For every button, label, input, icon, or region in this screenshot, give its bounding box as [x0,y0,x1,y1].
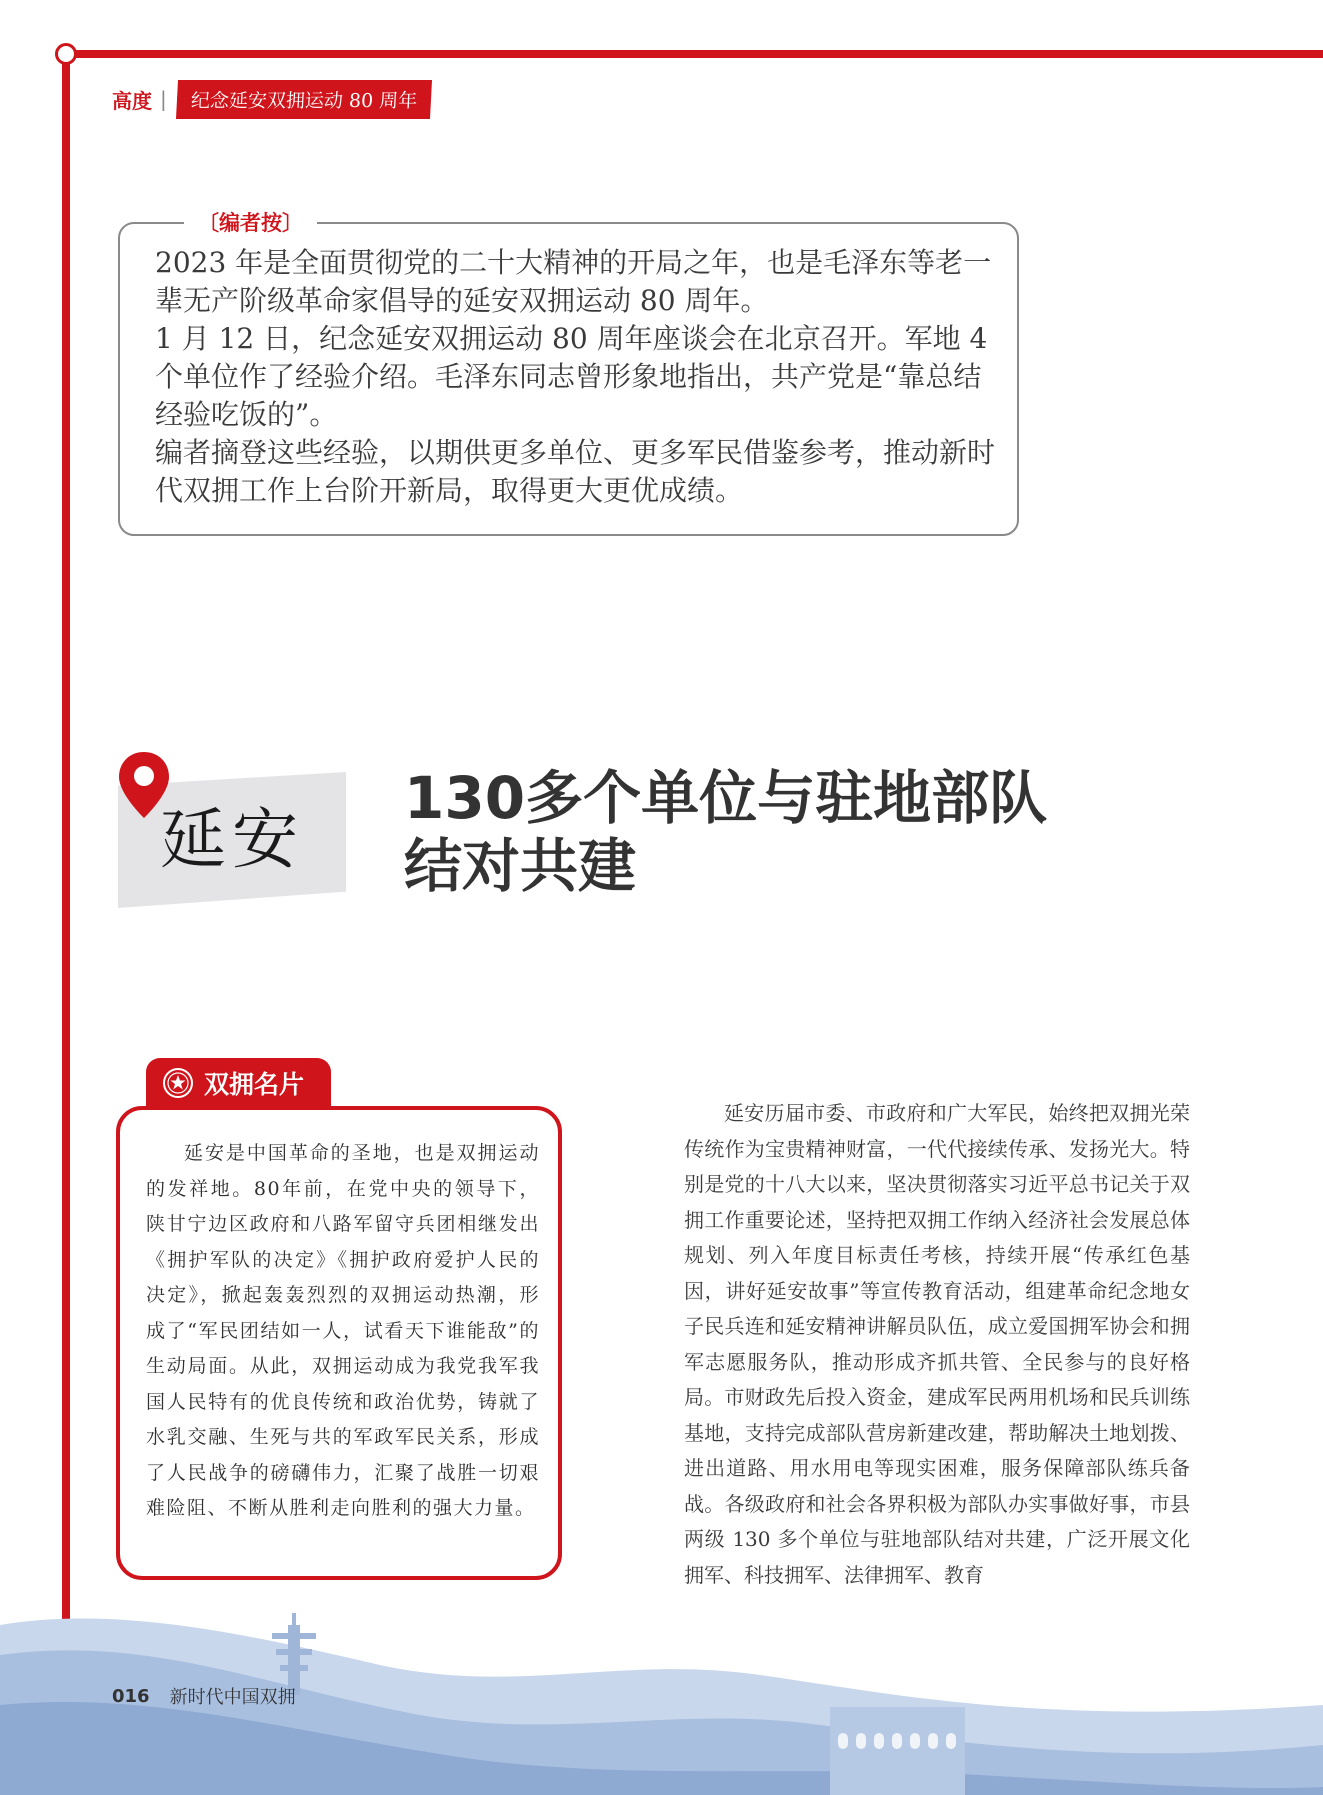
editor-note-label: 〔编者按〕 [184,207,317,237]
place-name: 延安 [160,801,304,878]
publication-name: 新时代中国双拥 [169,1687,296,1708]
section-label: 高度 [112,88,152,113]
article-headline [404,764,1047,900]
card-title: 双拥名片 [204,1070,305,1099]
page-number: 016 [112,1685,150,1707]
frame-corner-ornament [55,43,77,65]
headline-line-1: 130多个单位与驻地部队 [404,764,1048,832]
editor-note-paragraph: 2023 年是全面贯彻党的二十大精神的开局之年，也是毛泽东等老一辈无产阶级革命家倡导的延安双拥运动 80 周年。 [155,246,992,317]
article-body: 延安历届市委、市政府和广大军民，始终把双拥光荣传统作为宝贵精神财富，一代代接续传承、发扬光大。特别是党的十八大以来，坚决贯彻落实习近平总书记关于双拥工作重要论述，坚持把双拥工作纳入经济社会发展总体规划、列入年度目标责任考核，持续开展“传承红色基因，讲好延安故事”等宣传教育活动，组建革命纪念地女子民兵连和延安精神讲解员队伍，成立爱国拥军协会和拥军志愿服务队，推动形成齐抓共管、全民参与的良好格局。市财政先后投入资金，建成军民两用机场和民兵训练基地，支持完成部队营房新建改建，帮助解决土地划拨、进出道路、用水用电等现实困难，服务保障部队练兵备战。各级政府和社会各界积极为部队办实事做好事，市县两级 130 多个单位与驻地部队结对共建，广泛开展文化拥军、科技拥军、法律拥军、教育 [684,1101,1190,1587]
card-title-tab [146,1058,331,1108]
page-frame-left [62,50,70,1795]
editor-note-text [155,244,995,510]
page-header [112,82,431,116]
page-frame-top [62,50,1323,58]
column-title: 纪念延安双拥运动 80 周年 [176,80,432,119]
headline-line-2: 结对共建 [404,832,637,900]
editor-note-paragraph: 编者摘登这些经验，以期供更多单位、更多军民借鉴参考，推动新时代双拥工作上台阶开新局，取得更大更优成绩。 [155,436,996,507]
header-separator: | [160,87,167,111]
page-footer [112,1683,296,1709]
editor-note-paragraph: 1 月 12 日，纪念延安双拥运动 80 周年座谈会在北京召开。军地 4 个单位作了经验介绍。毛泽东同志曾形象地指出，共产党是“靠总结经验吃饭的”。 [155,322,988,431]
army-emblem-icon [162,1067,194,1099]
editor-note-box [118,210,1019,536]
info-card-text: 延安是中国革命的圣地，也是双拥运动的发祥地。80年前，在党中央的领导下，陕甘宁边区政府和八路军留守兵团相继发出《拥护军队的决定》《拥护政府爱护人民的决定》，掀起轰轰烈烈的双拥运动热潮，形成了“军民团结如一人，试看天下谁能敌”的生动局面。从此，双拥运动成为我党我军我国人民特有的优良传统和政治优势，铸就了水乳交融、生死与共的军政军民关系，形成了人民战争的磅礴伟力，汇聚了战胜一切艰难险阻、不断从胜利走向胜利的强大力量。 [146,1142,540,1519]
info-card [116,1106,562,1580]
